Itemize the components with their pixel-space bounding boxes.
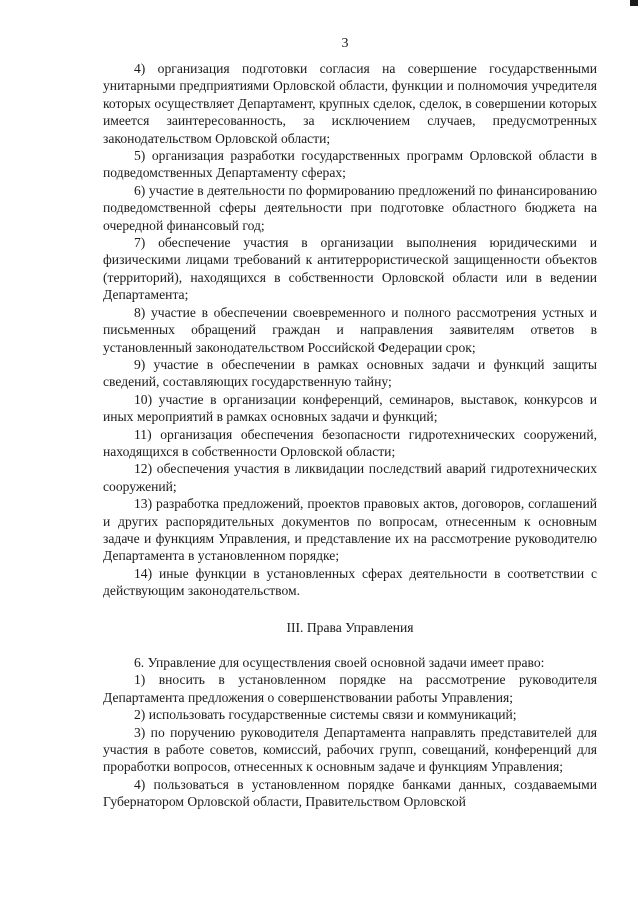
paragraph-item-10: 10) участие в организации конференций, семинаров, выставок, конкурсов и иных мероприятий в рамках основных задачи и функций;: [103, 391, 597, 425]
page-number: 3: [341, 36, 349, 51]
paragraph-item-8: 8) участие в обеспечении своевременного и полного рассмотрения устных и письменных обращений граждан и направления заявителям ответов в установленный законодательством Российской Федерации срок;: [103, 304, 597, 355]
section-heading: III. Права Управления: [286, 619, 414, 635]
paragraph-right-2: 2) использовать государственные системы связи и коммуникаций;: [134, 707, 517, 723]
paragraph-item-14: 14) иные функции в установленных сферах деятельности в соответствии с действующим законодательством.: [103, 565, 597, 599]
paragraph-item-12: 12) обеспечения участия в ликвидации последствий аварий гидротехнических сооружений;: [103, 461, 597, 494]
paragraph-right-1: 1) вносить в установленном порядке на рассмотрение руководителя Департамента предложения о совершенствовании работы Управления;: [103, 672, 597, 705]
paragraph-item-13: 13) разработка предложений, проектов правовых актов, договоров, соглашений и других распорядительных документов по вопросам, отнесенным к основным задаче и функциям Управления, и представление их на рассмотрение руководителю Департамента в установленном порядке;: [103, 496, 597, 564]
paragraph-item-11: 11) организация обеспечения безопасности гидротехнических сооружений, находящихся в собственности Орловской области;: [103, 426, 597, 459]
document-body: [103, 60, 597, 811]
paragraph-right-3: 3) по поручению руководителя Департамента направлять представителей для участия в работе советов, комиссий, рабочих групп, совещаний, конференций для проработки вопросов, отнесенных к основным задаче и функциям Управления;: [103, 724, 597, 775]
paragraph-clause-6: 6. Управление для осуществления своей основной задачи имеет право:: [134, 655, 545, 670]
paragraph-item-6: 6) участие в деятельности по формированию предложений по финансированию подведомственной сферы деятельности при подготовке областного бюджета на очередной финансовый год;: [103, 182, 597, 233]
paragraph-item-7: 7) обеспечение участия в организации выполнения юридическими и физическими лицами требований к антитеррористической защищенности объектов (территорий), находящихся в собственности Орловской области или в ведении Департамента;: [103, 235, 597, 303]
scan-corner-mark: [630, 0, 638, 6]
paragraph-item-4: 4) организация подготовки согласия на совершение государственными унитарными предприятиями Орловской области, функции и полномочия учредителя которых осуществляет Департамент, крупных сделок, сделок, в совершении которых имеется заинтересованность, за исключением случаев, предусмотренных законодательством Орловской области;: [103, 61, 597, 146]
paragraph-right-4: 4) пользоваться в установленном порядке банками данных, создаваемыми Губернатором Орловской области, Правительством Орловской: [103, 776, 597, 810]
paragraph-item-5: 5) организация разработки государственных программ Орловской области в подведомственных Департаменту сферах;: [103, 148, 597, 181]
paragraph-item-9: 9) участие в обеспечении в рамках основных задачи и функций защиты сведений, составляющих государственную тайну;: [103, 356, 597, 390]
